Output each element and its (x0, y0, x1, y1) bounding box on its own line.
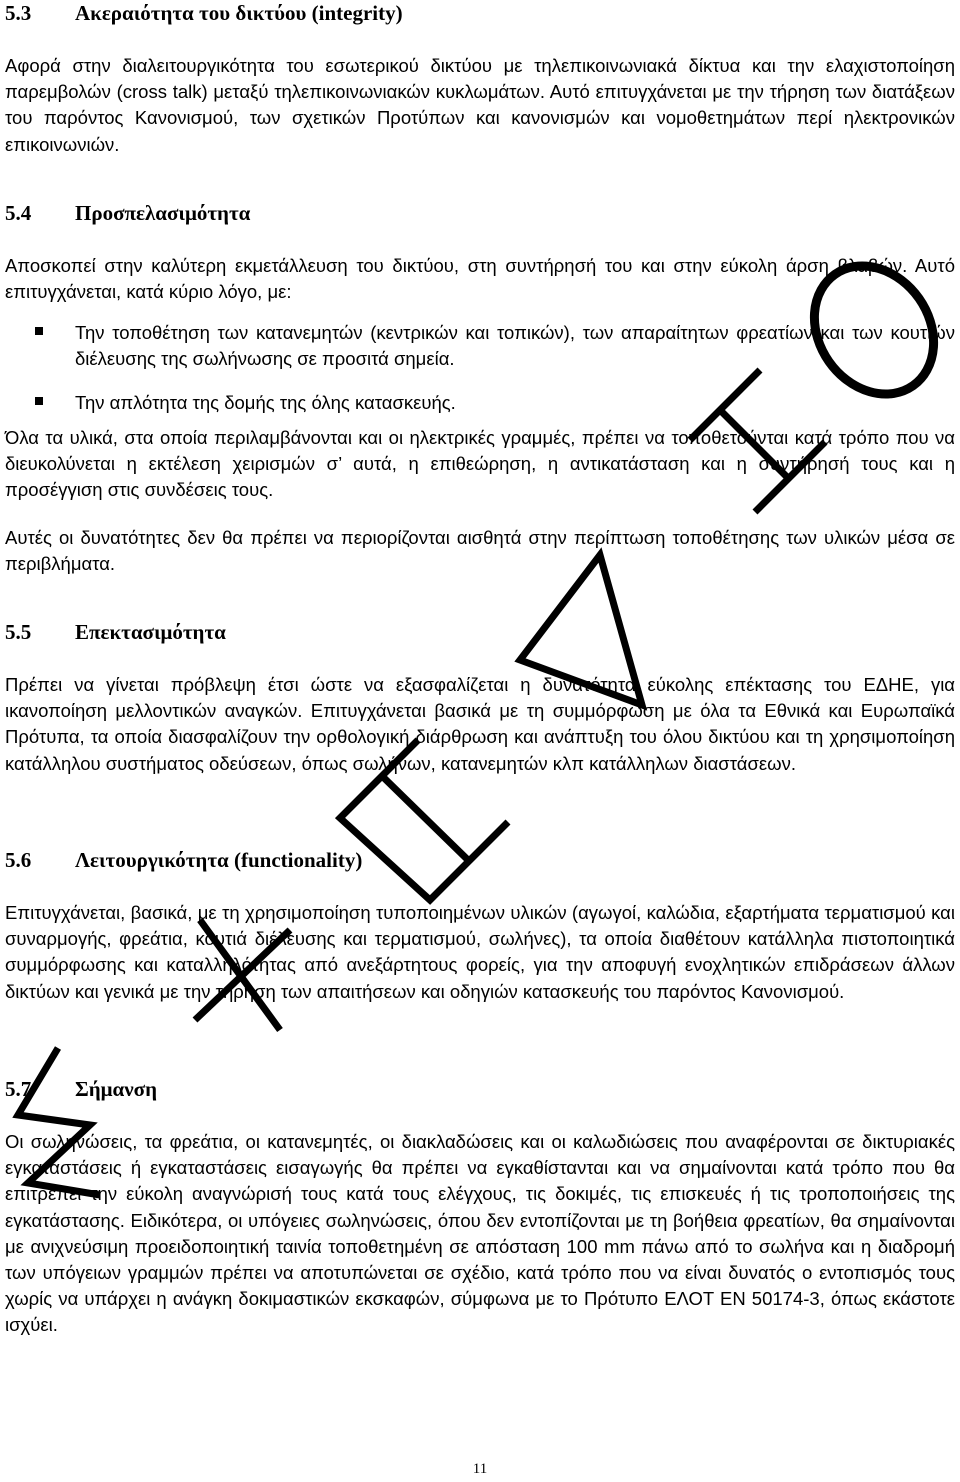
section-5-6-paragraph: Επιτυγχάνεται, βασικά, με τη χρησιμοποίηση τυποποιημένων υλικών (αγωγοί, καλώδια, εξαρτήματα τερματισμού και συναρμογής, φρεάτια, κουτιά διέλευσης και τερματισμού, σωλήνες), τα οποία διαθέτουν κατάλληλα πιστοποιητικά συμμόρφωσης και καταλληλότητας από ανεξάρτητους φορείς, για την αποφυγή ενοχλητικών επιδράσεων άλλων δικτύων και γενικά με την τήρηση των απαιτήσεων και οδηγιών κατασκευής του παρόντος Κανονισμού. (5, 902, 955, 1002)
section-5-3-heading (5, 0, 403, 26)
section-5-7-paragraph: Οι σωληνώσεις, τα φρεάτια, οι κατανεμητές, οι διακλαδώσεις και οι καλωδιώσεις που αναφέρονται σε δικτυριακές εγκαταστάσεις ή εγκαταστάσεις εισαγωγής θα πρέπει να εγκαθίστανται και να σημαίνονται κατά τρόπο που θα επιτρέπει την εύκολη αναγνώρισή τους κατά τους ελέγχους, τις δοκιμές, τις επισκευές ή τις τροποποιήσεις της εγκατάστασης. Ειδικότερα, οι υπόγειες σωληνώσεις, όπου δεν εντοπίζονται με τη βοήθεια φρεατίων, θα σημαίνονται με ανιχνεύσιμη προειδοποιητική ταινία τοποθετημένη σε απόσταση 100 mm πάνω από το σωλήνα και η διαδρομή των υπόγειων γραμμών πρέπει να αποτυπώνεται σε σχέδιο, κατά τρόπο που να είναι δυνατός ο εντοπισμός τους χωρίς να υπάρχει η ανάγκη δοκιμαστικών εκσκαφών, σύμφωνα με το Πρότυπο ΕΛΟΤ ΕΝ 50174-3, όπως εκάστοτε ισχύει. (5, 1131, 955, 1336)
bullet-text: Την τοποθέτηση των κατανεμητών (κεντρικών και τοπικών), των απαραίτητων φρεατίων και των κουτιών διέλευσης της σωλήνωσης σε προσιτά σημεία. (75, 322, 955, 370)
bullet-text: Την απλότητα της δομής της όλης κατασκευής. (75, 392, 456, 413)
bullet-square-icon (35, 327, 43, 335)
bullet-square-icon (35, 397, 43, 405)
section-title: Επεκτασιμότητα (75, 620, 226, 644)
section-5-7-heading (5, 1076, 157, 1102)
section-number: 5.4 (5, 201, 32, 225)
section-title: Προσπελασιμότητα (75, 201, 251, 225)
section-5-6-heading (5, 847, 362, 873)
section-5-5-paragraph: Πρέπει να γίνεται πρόβλεψη έτσι ώστε να εξασφαλίζεται η δυνατότητα εύκολης επέκτασης του ΕΔΗΕ, για ικανοποίηση μελλοντικών αναγκών. Επιτυγχάνεται βασικά με τη συμμόρφωση με όλα τα Εθνικά και Ευρωπαϊκά Πρότυπα, τα οποία διασφαλίζουν την ορθολογική διάρθρωση και ανάπτυξη του όλου δικτύου και τη χρησιμοποίηση κατάλληλου συστήματος οδεύσεων, όπως σωλήνων, κατανεμητών κλπ κατάλληλων διαστάσεων. (5, 674, 955, 774)
section-number: 5.3 (5, 1, 32, 25)
page-number: 11 (472, 1461, 488, 1477)
section-5-4-paragraph-2: Όλα τα υλικά, στα οποία περιλαμβάνονται και οι ηλεκτρικές γραμμές, πρέπει να τοποθετούνται κατά τρόπο που να διευκολύνεται η εκτέλεση χειρισμών σ’ αυτά, η επιθεώρηση, η αντικατάσταση και η συντήρησή τους και η προσέγγιση στις συνδέσεις τους. (5, 427, 955, 501)
watermark-letter-epsilon (382, 776, 468, 860)
section-title: Λειτουργικότητα (functionality) (75, 848, 363, 872)
section-5-4-paragraph-3: Αυτές οι δυνατότητες δεν θα πρέπει να περιορίζονται αισθητά στην περίπτωση τοποθέτησης των υλικών μέσα σε περιβλήματα. (5, 527, 955, 575)
section-number: 5.5 (5, 620, 32, 644)
section-5-4-heading (5, 200, 250, 226)
section-number: 5.6 (5, 848, 32, 872)
section-5-5-heading (5, 619, 226, 645)
section-5-4-intro: Αποσκοπεί στην καλύτερη εκμετάλλευση του δικτύου, στη συντήρησή του και στην εύκολη άρση βλαβών. Αυτό επιτυγχάνεται, κατά κύριο λόγο, με: (5, 255, 955, 303)
section-title: Ακεραιότητα του δικτύου (integrity) (75, 1, 403, 25)
section-number: 5.7 (5, 1077, 32, 1101)
section-5-3-paragraph: Αφορά στην διαλειτουργικότητα του εσωτερικού δικτύου με τηλεπικοινωνιακά δίκτυα και την ελαχιστοποίηση παρεμβολών (cross talk) μεταξύ τηλεπικοινωνιακών κυκλωμάτων. Αυτό επιτυγχάνεται με την τήρηση των διατάξεων του παρόντος Κανονισμού, των σχετικών Προτύπων και κανονισμών και νομοθετημάτων περί ηλεκτρονικών επικοινωνιών. (5, 55, 955, 155)
section-title: Σήμανση (75, 1077, 158, 1101)
